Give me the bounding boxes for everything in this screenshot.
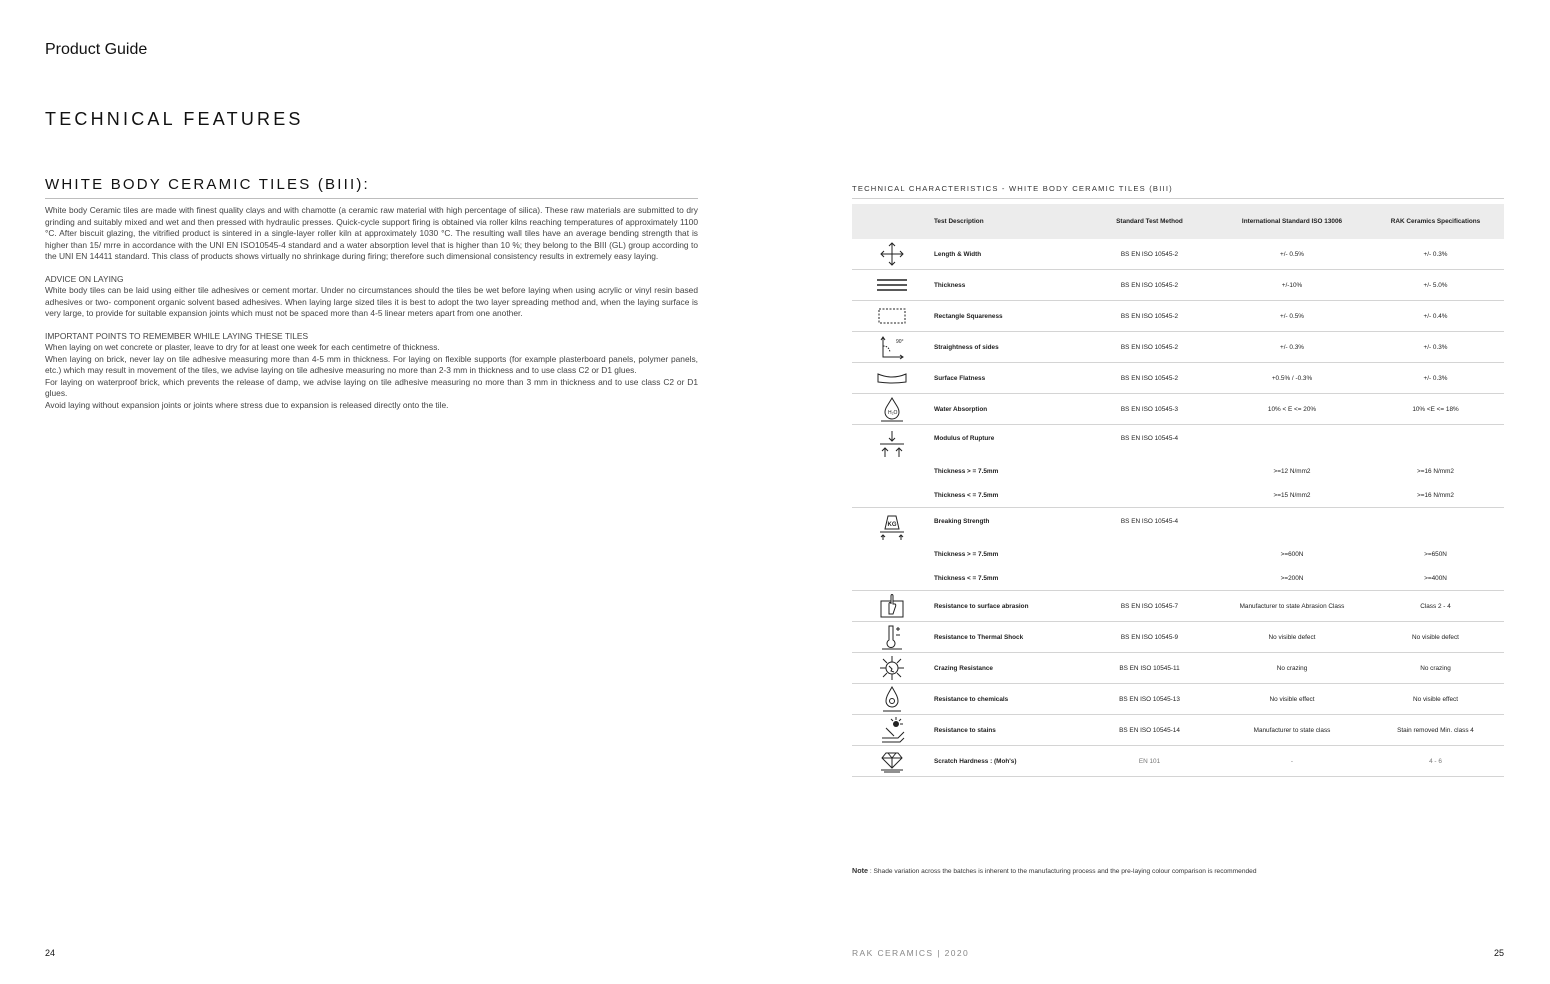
- empty-cell: [1082, 566, 1217, 591]
- row-rak: >=16 N/mm2: [1417, 467, 1454, 475]
- table-row: [852, 715, 1504, 746]
- row-iso: No visible effect: [1217, 684, 1367, 715]
- row-description: Resistance to chemicals: [932, 684, 1082, 715]
- row-rak: Stain removed Min. class 4: [1367, 715, 1504, 746]
- row-iso: +/- 0.3%: [1217, 332, 1367, 363]
- row-iso: -: [1217, 746, 1367, 777]
- row-rak: >=400N: [1367, 566, 1504, 591]
- footer-brand: RAK CERAMICS | 2020: [852, 948, 970, 958]
- intro-paragraph: White body Ceramic tiles are made with finest quality clays and with chamotte (a ceramic raw material with high percentage of silica). These raw materials are submitted to dry grinding and suitably mixed and wet and then pressed with hydraulic presses. Quick-cycle support firing is obtained via roller kilns reaching temperatures of approximately 1100 °C. After biscuit glazing, the vitrified product is sintered in a single-layer roller kiln at approximately 1030 °C. The resulting wall tiles have an average bending strength that is higher than 15/ mrre in accordance with the UNI EN ISO10545-4 standard and a water absorption level that is higher than 10 %; they belong to the BIII (GL) group according to the UNI EN 14411 standard. This class of products shows virtually no shrinkage during firing; therefore such dimensional consistency results in extremely easy laying.: [45, 205, 698, 261]
- row-method: BS EN ISO 10545-13: [1082, 684, 1217, 715]
- empty-cell: [1367, 508, 1504, 543]
- left-body-text: [45, 205, 698, 411]
- curved-surface-icon: [852, 363, 932, 394]
- row-description: Straightness of sides: [932, 332, 1082, 363]
- row-method: BS EN ISO 10545-11: [1082, 653, 1217, 684]
- point-item: Avoid laying without expansion joints or joints where stress due to expansion is released directly onto the tile.: [45, 399, 449, 410]
- table-subrow: [852, 483, 1504, 508]
- row-iso: Manufacturer to state Abrasion Class: [1217, 591, 1367, 622]
- empty-cell: [1217, 508, 1367, 543]
- abrasion-hand-icon: [852, 591, 932, 622]
- section-title: TECHNICAL FEATURES: [45, 109, 304, 129]
- page-number-right: 25: [1494, 948, 1505, 958]
- row-rak: No visible defect: [1367, 622, 1504, 653]
- row-description: Crazing Resistance: [932, 653, 1082, 684]
- caption-rule: [852, 198, 1504, 199]
- row-method: BS EN ISO 10545-4: [1120, 435, 1179, 442]
- empty-cell: [1367, 425, 1504, 460]
- empty-cell: [1082, 542, 1217, 566]
- title-rule: [45, 198, 698, 199]
- table-row: [852, 332, 1504, 363]
- row-description: Resistance to Thermal Shock: [932, 622, 1082, 653]
- row-iso: >=600N: [1280, 550, 1304, 558]
- svg-text:H₂O: H₂O: [888, 410, 898, 416]
- row-description: Breaking Strength: [934, 518, 990, 525]
- row-description: Thickness < = 7.5mm: [932, 566, 1082, 591]
- row-rak: +/- 0.3%: [1367, 363, 1504, 394]
- row-description: Thickness > = 7.5mm: [934, 550, 999, 558]
- row-description: Thickness > = 7.5mm: [934, 467, 999, 475]
- table-row: [852, 425, 1504, 460]
- row-iso: >=15 N/mm2: [1217, 483, 1367, 508]
- white-body-title: WHITE BODY CERAMIC TILES (BIII):: [45, 176, 370, 193]
- advice-heading: ADVICE ON LAYING: [45, 273, 124, 284]
- row-description: Thickness: [932, 270, 1082, 301]
- column-header: RAK Ceramics Specifications: [1367, 204, 1504, 239]
- row-rak: >=16 N/mm2: [1367, 483, 1504, 508]
- empty-cell: [1217, 425, 1367, 460]
- table-row: [852, 508, 1504, 543]
- kg-label: KG: [887, 522, 897, 528]
- row-method: BS EN ISO 10545-2: [1082, 270, 1217, 301]
- row-description: Resistance to surface abrasion: [932, 591, 1082, 622]
- row-iso: 10% < E <= 20%: [1217, 394, 1367, 425]
- product-guide-header: Product Guide: [45, 41, 148, 58]
- row-method: EN 101: [1082, 746, 1217, 777]
- note-label: Note: [852, 866, 868, 875]
- crazing-icon: [852, 653, 932, 684]
- row-iso: +0.5% / -0.3%: [1217, 363, 1367, 394]
- point-item: For laying on waterproof brick, which prevents the release of damp, we advise laying on tile adhesive measuring no more than 3 mm in thickness and to use class C2 or D1 glues.: [45, 376, 698, 398]
- row-description: Thickness < = 7.5mm: [932, 483, 1082, 508]
- table-subrow: [852, 566, 1504, 591]
- row-rak: Class 2 - 4: [1367, 591, 1504, 622]
- thermometer-icon: [852, 622, 932, 653]
- row-method: BS EN ISO 10545-2: [1082, 363, 1217, 394]
- row-description: Resistance to stains: [932, 715, 1082, 746]
- row-rak: +/- 0.3%: [1367, 239, 1504, 270]
- diamond-icon: [852, 746, 932, 777]
- row-iso: +/- 0.5%: [1217, 239, 1367, 270]
- column-header: Standard Test Method: [1082, 204, 1217, 239]
- row-method: BS EN ISO 10545-4: [1120, 518, 1179, 525]
- table-row: [852, 270, 1504, 301]
- row-rak: 10% <E <= 18%: [1367, 394, 1504, 425]
- arrows-icon: [852, 239, 932, 270]
- row-iso: No visible defect: [1217, 622, 1367, 653]
- table-subrow: [852, 542, 1504, 566]
- table-row: [852, 591, 1504, 622]
- point-item: When laying on brick, never lay on tile adhesive measuring more than 4-5 mm in thickness. For laying on flexible supports (for example plasterboard panels, polymer panels, etc.) which may result in movement of the tiles, we advise laying on tile adhesive measuring no more than 2-3 mm in thickness and to use class C2 or D1 glues.: [45, 353, 698, 375]
- row-method: BS EN ISO 10545-3: [1082, 394, 1217, 425]
- row-rak: +/- 5.0%: [1367, 270, 1504, 301]
- row-rak: No visible effect: [1367, 684, 1504, 715]
- row-description: Water Absorption: [932, 394, 1082, 425]
- table-caption: TECHNICAL CHARACTERISTICS - WHITE BODY CERAMIC TILES (BIII): [852, 184, 1173, 193]
- row-description: Length & Width: [932, 239, 1082, 270]
- stain-icon: [852, 715, 932, 746]
- points-heading: IMPORTANT POINTS TO REMEMBER WHILE LAYING THESE TILES: [45, 330, 309, 341]
- row-method: BS EN ISO 10545-9: [1082, 622, 1217, 653]
- right-angle-icon: [852, 332, 932, 363]
- row-iso: No crazing: [1217, 653, 1367, 684]
- column-header: Test Description: [932, 204, 1082, 239]
- point-item: When laying on wet concrete or plaster, leave to dry for at least one week for each centimetre of thickness.: [45, 342, 440, 352]
- row-method: BS EN ISO 10545-2: [1082, 301, 1217, 332]
- row-method: BS EN ISO 10545-2: [1082, 239, 1217, 270]
- row-description: Surface Flatness: [932, 363, 1082, 394]
- table-row: [852, 394, 1504, 425]
- table-note: [852, 866, 1257, 875]
- empty-cell: [1082, 459, 1217, 483]
- chemical-drop-icon: [852, 684, 932, 715]
- row-rak: No crazing: [1367, 653, 1504, 684]
- row-description: Scratch Hardness : (Moh's): [932, 746, 1082, 777]
- table-row: [852, 684, 1504, 715]
- row-iso: Manufacturer to state class: [1217, 715, 1367, 746]
- row-method: BS EN ISO 10545-7: [1082, 591, 1217, 622]
- thickness-lines-icon: [852, 270, 932, 301]
- row-description: Rectangle Squareness: [932, 301, 1082, 332]
- technical-characteristics-table: [852, 204, 1504, 777]
- column-header: International Standard ISO 13006: [1217, 204, 1367, 239]
- row-method: BS EN ISO 10545-14: [1082, 715, 1217, 746]
- row-rak: +/- 0.4%: [1367, 301, 1504, 332]
- table-row: [852, 653, 1504, 684]
- row-description: Modulus of Rupture: [934, 435, 995, 442]
- empty-cell: [1082, 483, 1217, 508]
- table-row: [852, 622, 1504, 653]
- row-rak: 4 - 6: [1367, 746, 1504, 777]
- table-subrow: [852, 459, 1504, 483]
- weight-kg-icon: [852, 508, 932, 591]
- row-rak: +/- 0.3%: [1367, 332, 1504, 363]
- svg-text:90°: 90°: [896, 339, 904, 345]
- icon-column-header: [852, 204, 932, 239]
- row-iso: >=12 N/mm2: [1273, 467, 1311, 475]
- water-drop-icon: [852, 394, 932, 425]
- table-row: [852, 301, 1504, 332]
- table-row: [852, 746, 1504, 777]
- row-method: BS EN ISO 10545-2: [1082, 332, 1217, 363]
- dashed-rectangle-icon: [852, 301, 932, 332]
- row-rak: >=650N: [1424, 550, 1447, 558]
- compression-arrows-icon: [852, 425, 932, 508]
- table-row: [852, 363, 1504, 394]
- note-text: : Shade variation across the batches is inherent to the manufacturing process and the pre-laying colour comparison is recommended: [867, 868, 1257, 875]
- row-iso: +/- 0.5%: [1217, 301, 1367, 332]
- row-iso: >=200N: [1217, 566, 1367, 591]
- page-number-left: 24: [45, 948, 56, 958]
- table-row: [852, 239, 1504, 270]
- advice-paragraph: White body tiles can be laid using either tile adhesives or cement mortar. Under no circumstances should the tiles be wet before laying when using acrylic or vinyl resin based adhesives or two- component organic solvent based adhesives. When laying large sized tiles it is best to adopt the two layer spreading method and, when the laying surface is very large, to provide for suitable expansion joints which must not be spaced more than 4-5 linear meters apart from one another.: [45, 285, 698, 318]
- row-iso: +/-10%: [1217, 270, 1367, 301]
- table-header-row: [852, 204, 1504, 239]
